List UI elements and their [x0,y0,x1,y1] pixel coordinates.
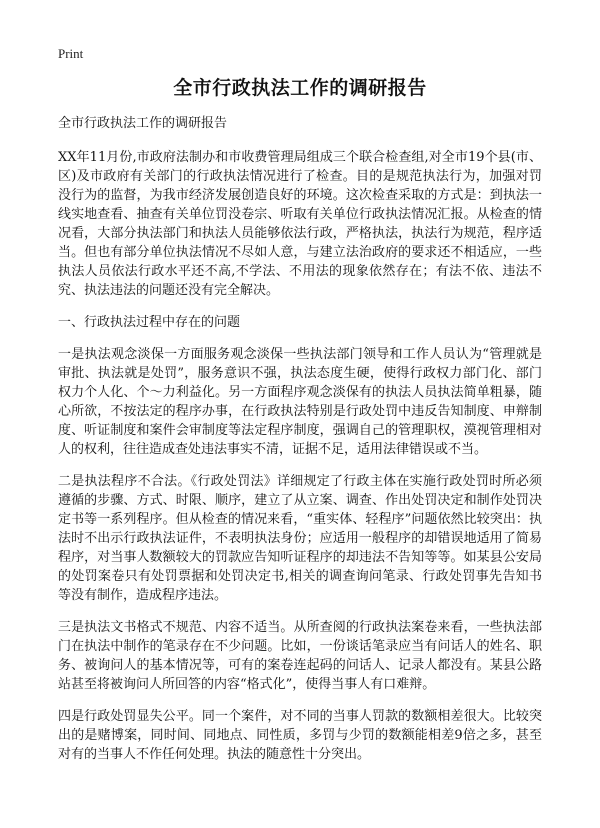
section-heading: 一、行政执法过程中存在的问题 [58,315,241,330]
paragraph-point-2: 二是执法程序不合法。《行政处罚法》详细规定了行政主体在实施行政处罚时所必须遵循的步骤、方式、时限、顺序，建立了从立案、调查、作出处罚决定和制作处罚决定书等一系列程序。但从检查的情况来看，“重实体、轻程序”问题依然比较突出：执法时不出示行政执法证件，不表明执法身份；应适用一般程序的却错误地适用了简易程序，对当事人数额较大的罚款应告知听证程序的却违法不告知等等。如某县公安局的处罚案卷只有处罚票据和处罚决定书,相关的调查询问笔录、行政处罚事先告知书等没有制作，造成程序违法。 [58,474,542,603]
paragraph-point-1: 一是执法观念淡保一方面服务观念淡保一些执法部门领导和工作人员认为“管理就是审批、执法就是处罚”，服务意识不强，执法态度生硬，使得行政权力部门化、部门权力个人化、个～力利益化。另一方面程序观念淡保有的执法人员执法简单粗暴，随心所欲，不按法定的程序办事，在行政执法特别是行政处罚中违反告知制度、申辩制度、听证制度和案件会审制度等法定程序制度，强调自己的管理职权，漠视管理相对人的权利，往往造成查处违法事实不清，证据不足，适用法律错误或不当。 [58,347,542,457]
paragraph-point-4: 四是行政处罚显失公平。同一个案件，对不同的当事人罚款的数额相差很大。比较突出的是赌博案，同时间、同地点、同性质，多罚与少罚的数额能相差9倍之多，甚至对有的当事人不作任何处理。执法的随意性十分突出。 [58,709,542,762]
print-label: Print [58,46,84,61]
paragraph-point-3: 三是执法文书格式不规范、内容不适当。从所查阅的行政执法案卷来看，一些执法部门在执法中制作的笔录存在不少问题。比如，一份谈话笔录应当有问话人的姓名、职务、被询问人的基本情况等，可有的案卷连起码的问话人、记录人都没有。某县公路站甚至将被询问人所回答的内容“格式化”，使得当事人有口难辩。 [58,620,542,692]
document-subtitle: 全市行政执法工作的调研报告 [58,116,228,131]
intro-paragraph: XX年11月份,市政府法制办和市收费管理局组成三个联合检查组,对全市19个县(市、区)及市政府有关部门的行政执法情况进行了检查。目的是规范执法行为，加强对罚没行为的监督，为我市经济发展创造良好的环境。这次检查采取的方式是：到执法一线实地查看、抽查有关单位罚没卷宗、听取有关单位行政执法情况汇报。从检查的情况看，大部分执法部门和执法人员能够依法行政，严格执法，执法行为规范，程序适当。但也有部分单位执法情况不尽如人意，与建立法治政府的要求还不相适应，一些执法人员依法行政水平还不高,不学法、不用法的现象依然存在；有法不依、违法不究、执法违法的问题还没有完全解决。 [58,150,542,298]
page-title: 全市行政执法工作的调研报告 [173,77,427,99]
